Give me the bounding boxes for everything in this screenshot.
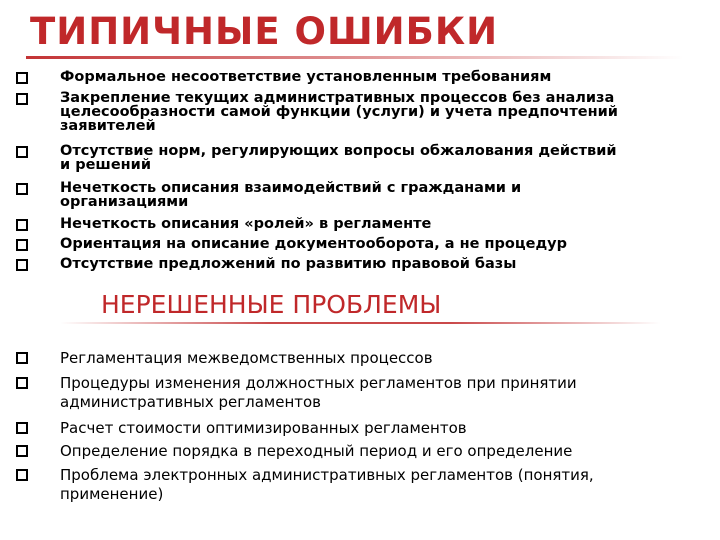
list-item-line: Формальное несоответствие установленным требованиям: [60, 69, 552, 85]
list-item-line: Отсутствие предложений по развитию правовой базы: [60, 256, 517, 272]
list-item-line: Определение порядка в переходный период и его определение: [60, 442, 573, 460]
hollow-square-bullet-icon: [16, 422, 28, 434]
list-item-line: заявителей: [60, 118, 156, 134]
list-item-text: [60, 466, 710, 504]
hollow-square-bullet-icon: [16, 377, 28, 389]
list-item-text: [60, 237, 710, 251]
hollow-square-bullet-icon: [16, 93, 28, 105]
list-item-text: [60, 419, 710, 438]
section-heading-underline: [60, 322, 660, 324]
hollow-square-bullet-icon: [16, 352, 28, 364]
list-item-line: Отсутствие норм, регулирующих вопросы обжалования действий: [60, 143, 617, 159]
hollow-square-bullet-icon: [16, 146, 28, 158]
list-item-text: [60, 144, 710, 172]
list-item-line: целесообразности самой функции (услуги) и учета предпочтений: [60, 104, 618, 120]
title-underline: [26, 56, 684, 59]
list-item-text: [60, 91, 710, 133]
list-item-line: Закрепление текущих административных процессов без анализа: [60, 90, 615, 106]
list-item-line: Проблема электронных административных регламентов (понятия,: [60, 466, 594, 484]
page-title: ТИПИЧНЫЕ ОШИБКИ: [30, 10, 499, 53]
list-item-text: [60, 374, 710, 412]
list-item-line: административных регламентов: [60, 393, 322, 411]
hollow-square-bullet-icon: [16, 219, 28, 231]
list-item-text: [60, 257, 710, 271]
list-item-line: Процедуры изменения должностных регламентов при принятии: [60, 374, 577, 392]
hollow-square-bullet-icon: [16, 469, 28, 481]
hollow-square-bullet-icon: [16, 72, 28, 84]
list-item-line: Регламентация межведомственных процессов: [60, 349, 433, 367]
list-item-text: [60, 70, 710, 84]
list-item-text: [60, 349, 710, 368]
hollow-square-bullet-icon: [16, 183, 28, 195]
list-item-line: Ориентация на описание документооборота, а не процедур: [60, 236, 567, 252]
list-item-line: применение): [60, 485, 164, 503]
list-item-text: [60, 181, 710, 209]
hollow-square-bullet-icon: [16, 259, 28, 271]
list-item-text: [60, 442, 710, 461]
section-heading: НЕРЕШЕННЫЕ ПРОБЛЕМЫ: [101, 290, 442, 319]
list-item-line: организациями: [60, 194, 189, 210]
list-item-text: [60, 217, 710, 231]
list-item-line: и решений: [60, 157, 151, 173]
hollow-square-bullet-icon: [16, 239, 28, 251]
list-item-line: Нечеткость описания взаимодействий с гражданами и: [60, 180, 522, 196]
list-item-line: Нечеткость описания «ролей» в регламенте: [60, 216, 432, 232]
list-item-line: Расчет стоимости оптимизированных регламентов: [60, 419, 467, 437]
hollow-square-bullet-icon: [16, 445, 28, 457]
